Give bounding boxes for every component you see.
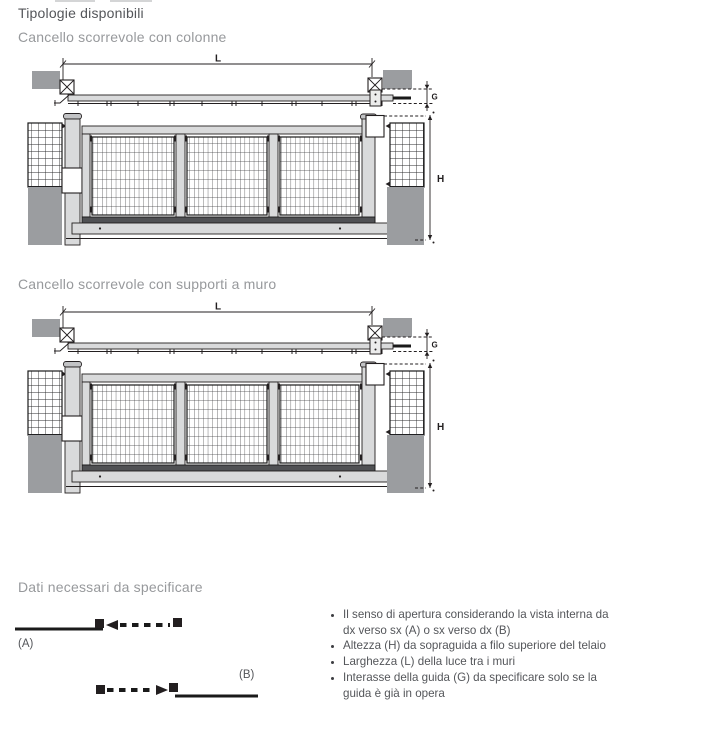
label-a: (A): [18, 638, 34, 650]
cropped-element-artifact: [110, 0, 152, 2]
spec-line: • Interasse della guida (G) da specificare solo se la: [343, 670, 597, 684]
section-heading-gate-wall-supports: Cancello scorrevole con supporti a muro: [18, 276, 277, 292]
spec-line: guida è già in opera: [343, 686, 445, 700]
spec-item-guide-interaxis: [343, 670, 643, 701]
diagram-gate-with-columns: [10, 53, 455, 253]
opening-direction-b: [96, 669, 258, 696]
spec-line: • Il senso di apertura considerando la vista interna da: [343, 608, 609, 621]
diagram-opening-directions: [8, 604, 278, 709]
diagram-gate-wall-supports: [10, 301, 455, 501]
specs-list: [330, 607, 643, 701]
spec-line: dx verso sx (A) o sx verso dx (B): [343, 623, 511, 637]
spec-item-height: [343, 638, 643, 654]
section-heading-gate-columns: Cancello scorrevole con colonne: [18, 29, 227, 45]
section-heading-required-data: Dati necessari da specificare: [18, 579, 203, 595]
spec-item-width: [343, 654, 643, 670]
page-title: Tipologie disponibili: [18, 5, 144, 21]
opening-direction-a: [15, 618, 182, 650]
cropped-element-artifact: [55, 0, 95, 2]
spec-line: • Altezza (H) da sopraguida a filo superiore del telaio: [343, 639, 606, 653]
spec-line: • Larghezza (L) della luce tra i muri: [343, 655, 516, 669]
arrow-right-icon: [156, 685, 168, 695]
spec-item-opening-direction: [343, 607, 643, 638]
arrow-left-icon: [106, 620, 118, 630]
label-b: (B): [239, 669, 255, 681]
